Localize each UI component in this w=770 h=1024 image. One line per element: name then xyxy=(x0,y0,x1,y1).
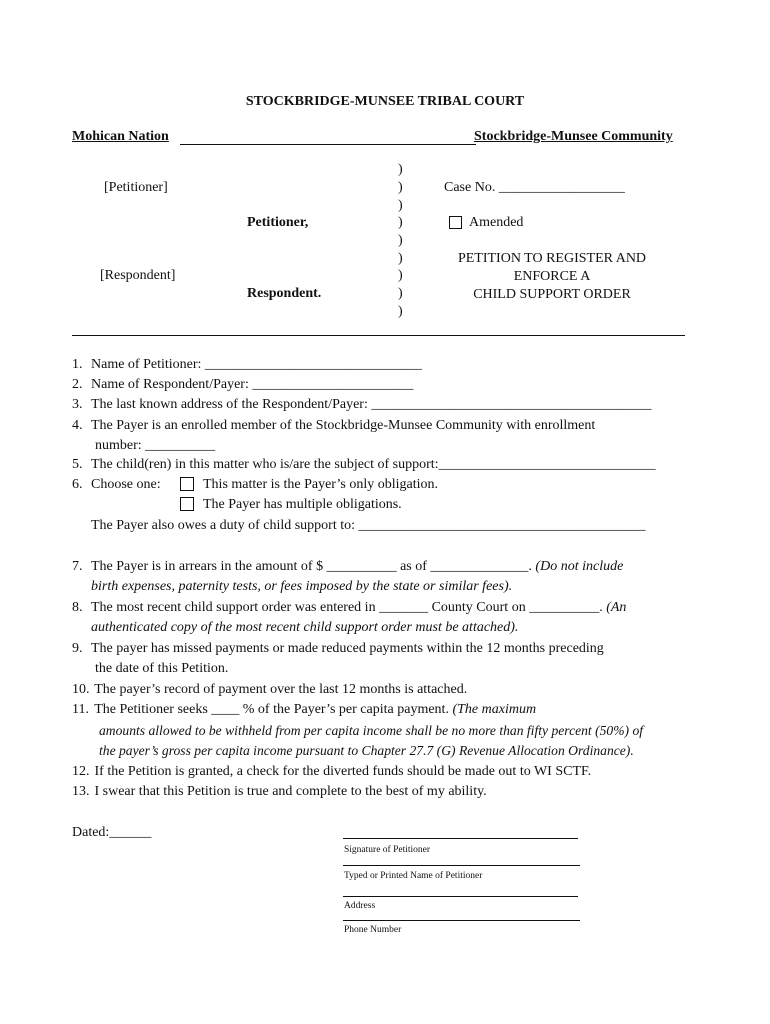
only-obligation-label: This matter is the Payer’s only obligation. xyxy=(203,477,438,492)
item-number: 2. xyxy=(72,377,83,392)
item-text: Choose one: xyxy=(91,477,161,492)
item-10 xyxy=(72,682,467,698)
item-9-continued: the date of this Petition. xyxy=(95,661,229,676)
item-number: 11. xyxy=(72,702,89,717)
item-4[interactable] xyxy=(72,418,595,434)
item-9 xyxy=(72,641,604,657)
item-2[interactable] xyxy=(72,377,413,393)
court-title: STOCKBRIDGE-MUNSEE TRIBAL COURT xyxy=(245,94,525,109)
item-8-continued: authenticated copy of the most recent child support order must be attached). xyxy=(91,620,519,635)
item-text: If the Petition is granted, a check for the diverted funds should be made out to WI SCTF. xyxy=(94,764,592,779)
name-line[interactable] xyxy=(343,865,580,866)
caption-paren: ) xyxy=(398,304,403,319)
item-number: 1. xyxy=(72,357,83,372)
caption-paren: ) xyxy=(398,251,403,266)
item-text: The last known address of the Respondent/Payer: ________________________________________ xyxy=(91,397,652,412)
document-title xyxy=(436,250,668,304)
item-number: 8. xyxy=(72,600,83,615)
item-text: The child(ren) in this matter who is/are the subject of support:_______________________________ xyxy=(91,457,656,472)
amended-label: Amended xyxy=(469,215,524,230)
caption-paren: ) xyxy=(398,268,403,283)
item-number: 5. xyxy=(72,457,83,472)
phone-label: Phone Number xyxy=(344,925,402,935)
address-line[interactable] xyxy=(343,896,578,897)
item-text: The payer’s record of payment over the last 12 months is attached. xyxy=(94,682,468,697)
caption-paren: ) xyxy=(398,198,403,213)
item-3[interactable] xyxy=(72,397,651,413)
item-5[interactable] xyxy=(72,457,656,473)
item-12 xyxy=(72,764,591,780)
petitioner-role: Petitioner, xyxy=(247,215,309,230)
caption-paren: ) xyxy=(398,180,403,195)
respondent-role: Respondent. xyxy=(247,286,322,301)
amended-checkbox[interactable] xyxy=(449,216,462,229)
item-number: 4. xyxy=(72,418,83,433)
item-text: The Payer is an enrolled member of the Stockbridge-Munsee Community with enrollment xyxy=(91,418,596,433)
document-title-line: CHILD SUPPORT ORDER xyxy=(473,287,631,302)
only-obligation-checkbox[interactable] xyxy=(180,477,194,491)
item-number: 10. xyxy=(72,682,90,697)
item-1[interactable] xyxy=(72,357,422,373)
item-text: The most recent child support order was entered in _______ County Court on __________. xyxy=(91,600,603,615)
document-title-line: ENFORCE A xyxy=(513,269,591,284)
dated-field[interactable]: Dated:______ xyxy=(72,825,152,840)
item-13 xyxy=(72,784,487,800)
item-text: The Payer is in arrears in the amount of $ __________ as of ______________. xyxy=(91,559,532,574)
item-text: The Petitioner seeks ____ % of the Payer’s per capita payment. xyxy=(94,702,449,717)
document-title-line: PETITION TO REGISTER AND xyxy=(457,251,647,266)
item-note: (The maximum xyxy=(452,702,537,717)
respondent-placeholder: [Respondent] xyxy=(100,268,176,283)
item-text: The payer has missed payments or made reduced payments within the 12 months preceding xyxy=(91,641,604,656)
header-rule xyxy=(180,144,476,145)
item-4-continued[interactable]: number: __________ xyxy=(95,438,216,453)
signature-line[interactable] xyxy=(343,838,578,839)
item-text: Name of Petitioner: _______________________________ xyxy=(91,357,422,372)
caption-paren: ) xyxy=(398,162,403,177)
multiple-obligations-label: The Payer has multiple obligations. xyxy=(203,497,402,512)
caption-paren: ) xyxy=(398,215,403,230)
caption-paren: ) xyxy=(398,286,403,301)
item-number: 3. xyxy=(72,397,83,412)
address-label: Address xyxy=(344,901,376,911)
item-7-continued: birth expenses, paternity tests, or fees imposed by the state or similar fees). xyxy=(91,579,513,594)
item-text: Name of Respondent/Payer: _______________________ xyxy=(91,377,414,392)
phone-line[interactable] xyxy=(343,920,580,921)
item-6 xyxy=(72,477,161,493)
item-text: I swear that this Petition is true and complete to the best of my ability. xyxy=(94,784,487,799)
multiple-obligations-checkbox[interactable] xyxy=(180,497,194,511)
item-number: 6. xyxy=(72,477,83,492)
item-7[interactable] xyxy=(72,559,623,575)
also-owes-field[interactable]: The Payer also owes a duty of child support to: _________________________________________ xyxy=(91,518,646,533)
name-label: Typed or Printed Name of Petitioner xyxy=(344,871,483,881)
item-8[interactable] xyxy=(72,600,626,616)
case-number-field[interactable]: Case No. __________________ xyxy=(444,180,625,195)
item-11-continued: the payer’s gross per capita income pursuant to Chapter 27.7 (G) Revenue Allocation Ordinance). xyxy=(99,743,634,758)
item-11-continued: amounts allowed to be withheld from per capita income shall be no more than fifty percent (50%) of xyxy=(99,723,644,738)
item-11[interactable] xyxy=(72,702,536,718)
petitioner-placeholder: [Petitioner] xyxy=(104,180,168,195)
caption-rule xyxy=(72,335,685,336)
item-note: (An xyxy=(606,600,627,615)
item-number: 13. xyxy=(72,784,90,799)
community-label: Stockbridge-Munsee Community xyxy=(474,129,673,144)
item-number: 9. xyxy=(72,641,83,656)
item-note: (Do not include xyxy=(535,559,624,574)
caption-paren: ) xyxy=(398,233,403,248)
item-number: 12. xyxy=(72,764,90,779)
item-number: 7. xyxy=(72,559,83,574)
nation-label: Mohican Nation xyxy=(72,129,169,144)
signature-label: Signature of Petitioner xyxy=(344,845,431,855)
